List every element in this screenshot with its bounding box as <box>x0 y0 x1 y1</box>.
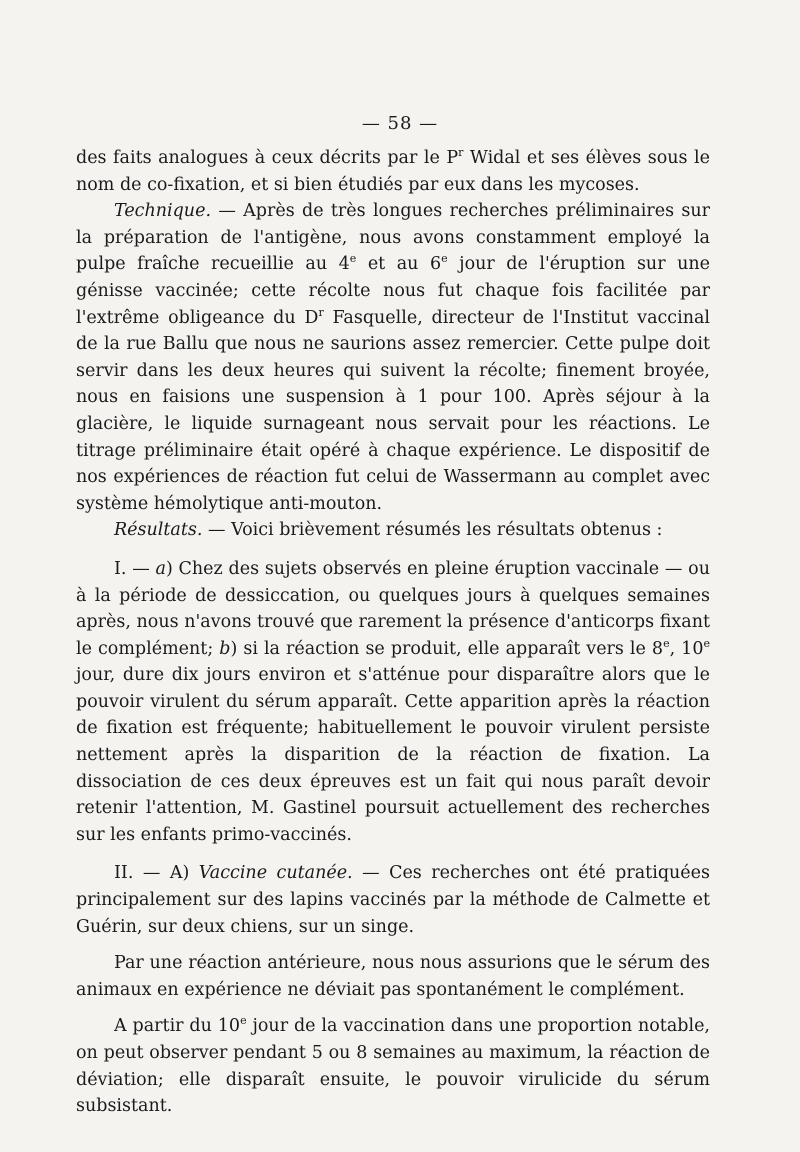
paragraph-dixieme-jour: A partir du 10e jour de la vaccination dans une proportion notable, on peut observer pendant 5 ou 8 semaines au maximum, la réaction de déviation; elle disparaît ensuite, le pouvoir virulicide du sérum subsistant. <box>76 1014 710 1117</box>
paragraph-technique: Technique. — Après de très longues recherches préliminaires sur la préparation de l'antigène, nous avons constamment employé la pulpe fraîche recueillie au 4e et au 6e jour de l'éruption sur une génisse vaccinée; cette récolte nous fut chaque fois facilitée par l'extrême obligeance du $D^r$ Fasquelle, directeur de l'Institut vaccinal de la rue Ballu que nous ne saurions assez remercier. Cette pulpe doit servir dans les deux heures qui suivent la récolte; finement broyée, nous en faisions une suspension à 1 pour 100. Après séjour à la glacière, le liquide surnageant nous servait pour les réactions. Le titrage préliminaire était opéré à chaque expérience. Le dispositif de nos expériences de réaction fut celui de Wassermann au complet avec système hémolytique anti-mouton. <box>76 201 710 514</box>
paragraph-reaction-anterieure: Par une réaction antérieure, nous nous assurions que le sérum des animaux en expérience ne déviait pas spontanément le complément. <box>76 953 710 1000</box>
page-number: — 58 — <box>361 113 439 134</box>
body-text <box>76 145 710 1120</box>
paragraph-resultats: Résultats. — Voici brièvement résumés les résultats obtenus : <box>114 520 663 541</box>
paragraph-section-ii: II. — A) Vaccine cutanée. — Ces recherches ont été pratiquées principalement sur des lapins vaccinés par la méthode de Calmette et Guérin, sur deux chiens, sur un singe. <box>76 863 710 937</box>
paragraph-section-i: I. — a) Chez des sujets observés en pleine éruption vaccinale — ou à la période de dessiccation, ou quelques jours à quelques semaines après, nous n'avons trouvé que rarement la présence d'anticorps fixant le complément; b) si la réaction se produit, elle apparaît vers le 8e, 10e jour, dure dix jours environ et s'atténue pour disparaître alors que le pouvoir virulent du sérum apparaît. Cette apparition après la réaction de fixation est fréquente; habituellement le pouvoir virulent persiste nettement après la disparition de la réaction de fixation. La dissociation de ces deux épreuves est un fait qui nous paraît devoir retenir l'attention, M. Gastinel poursuit actuellement des recherches sur les enfants primo-vaccinés. <box>76 558 710 845</box>
technique-label: Technique. <box>114 201 212 222</box>
paragraph-cofixation: des faits analogues à ceux décrits par le $P^r$ Widal et ses élèves sous le nom de co-fixation, et si bien étudiés par eux dans les mycoses. <box>76 146 710 195</box>
vaccine-cutanee-label: Vaccine cutanée. <box>198 863 353 884</box>
resultats-label: Résultats. <box>114 520 203 541</box>
